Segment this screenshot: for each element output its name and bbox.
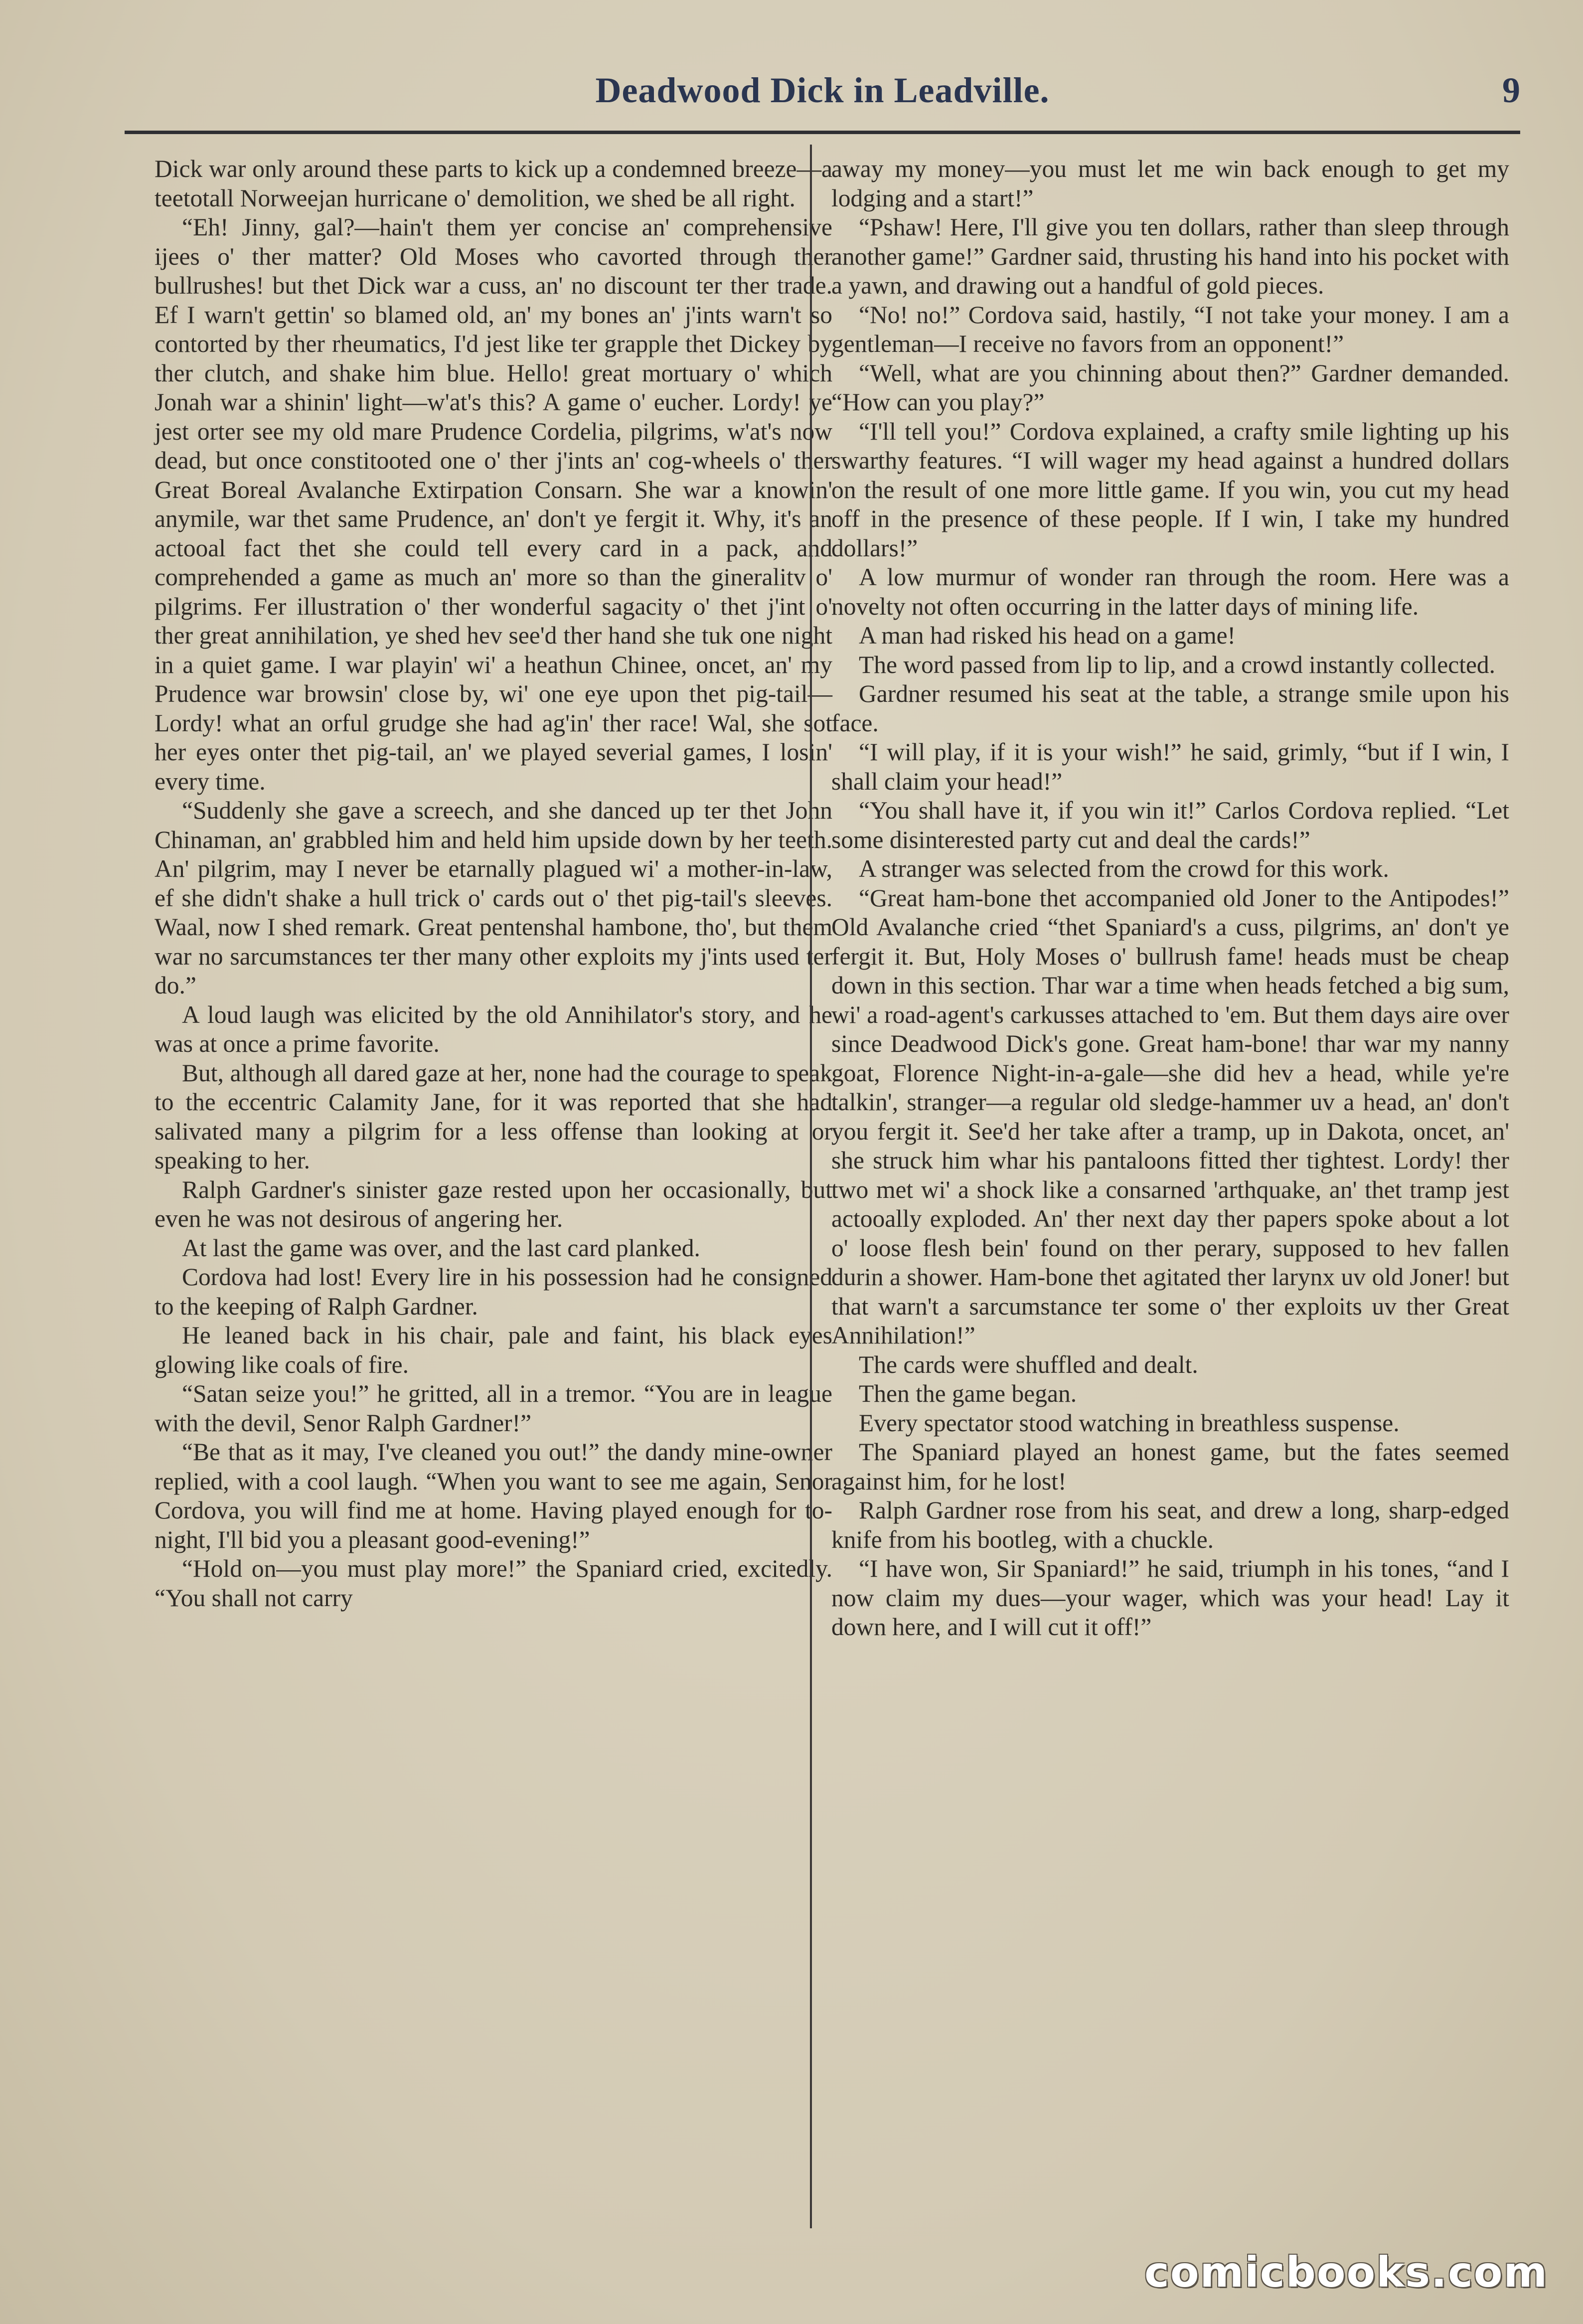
paragraph: Ralph Gardner rose from his seat, and drew a long, sharp-edged knife from his bootleg, with a chuckle. [831, 1496, 1509, 1553]
paragraph: The Spaniard played an honest game, but the fates seemed against him, for he lost! [831, 1438, 1509, 1495]
paragraph: “I will play, if it is your wish!” he said, grimly, “but if I win, I shall claim your head!” [831, 738, 1509, 795]
paragraph: “Suddenly she gave a screech, and she danced up ter thet John Chinaman, an' grabbled him and held him upside down by her teeth. An' pilgrim, may I never be etarnally plagued wi' a mother-in-law, ef she didn't shake a hull trick o' cards out o' thet pig-tail's sleeves. Waal, now I shed remark. Great pentenshal hambone, tho', but them war no sarcumstances ter ther many other exploits my j'ints used ter do.” [155, 797, 832, 999]
column-divider [810, 145, 812, 2228]
paragraph: “Hold on—you must play more!” the Spaniard cried, excitedly. “You shall not carry [155, 1555, 832, 1612]
paragraph: A low murmur of wonder ran through the room. Here was a novelty not often occurring in the latter days of mining life. [831, 563, 1509, 620]
watermark: comicbooks.com [1144, 2248, 1548, 2297]
paragraph: Gardner resumed his seat at the table, a strange smile upon his face. [831, 680, 1509, 737]
header-rule [125, 131, 1520, 134]
paragraph: Cordova had lost! Every lire in his possession had he consigned to the keeping of Ralph Gardner. [155, 1263, 832, 1320]
paragraph: “I have won, Sir Spaniard!” he said, triumph in his tones, “and I now claim my dues—your wager, which was your head! Lay it down here, and I will cut it off!” [831, 1555, 1509, 1641]
paragraph: “Great ham-bone thet accompanied old Joner to the Antipodes!” Old Avalanche cried “thet Spaniard's a cuss, pilgrims, an' don't ye fergit it. But, Holy Moses o' bullrush fame! heads must be cheap down in this section. Thar war a time when heads fetched a big sum, wi' a road-agent's carkusses attached to 'em. But them days aire over since Deadwood Dick's gone. Great ham-bone! thar war my nanny goat, Florence Night-in-a-gale—she did hev a head, while ye're talkin', stranger—a regular old sledge-hammer uv a head, an' don't you fergit it. See'd her take after a tramp, up in Dakota, oncet, an' she struck him whar his pantaloons fitted ther tightest. Lordy! ther two met wi' a shock like a consarned 'arthquake, an' thet tramp jest actooally exploded. An' ther next day ther papers spoke about a lot o' loose flesh bein' found on ther perary, supposed to hev fallen durin a shower. Ham-bone thet agitated ther larynx uv old Joner! but that warn't a sarcumstance ter some o' ther exploits uv ther Great Annihilation!” [831, 884, 1509, 1349]
paragraph: Then the game began. [859, 1380, 1077, 1407]
right-column [831, 155, 1509, 1642]
paragraph: away my money—you must let me win back enough to get my lodging and a start!” [831, 155, 1509, 212]
paragraph: But, although all dared gaze at her, none had the courage to speak to the eccentric Calamity Jane, for it was reported that she had salivated many a pilgrim for a less offense than looking at or speaking to her. [155, 1059, 832, 1174]
paragraph: “Be that as it may, I've cleaned you out!” the dandy mine-owner replied, with a cool laugh. “When you want to see me again, Senor Cordova, you will find me at home. Having played enough for to-night, I'll bid you a pleasant good-evening!” [155, 1438, 832, 1553]
paragraph: He leaned back in his chair, pale and faint, his black eyes glowing like coals of fire. [155, 1322, 832, 1378]
paragraph: “I'll tell you!” Cordova explained, a crafty smile lighting up his swarthy features. “I will wager my head against a hundred dollars on the result of one more little game. If you win, you cut my head off in the presence of these people. If I win, I take my hundred dollars!” [831, 417, 1509, 562]
paragraph: The cards were shuffled and dealt. [859, 1350, 1198, 1378]
paragraph: “You shall have it, if you win it!” Carlos Cordova replied. “Let some disinterested party cut and deal the cards!” [831, 797, 1509, 853]
paragraph: A stranger was selected from the crowd for this work. [859, 855, 1389, 882]
paragraph: Every spectator stood watching in breathless suspense. [859, 1409, 1400, 1437]
paragraph: A man had risked his head on a game! [859, 622, 1236, 649]
paragraph: The word passed from lip to lip, and a crowd instantly collected. [859, 651, 1496, 678]
paragraph: Dick war only around these parts to kick up a condemned breeze—a teetotall Norweejan hurricane o' demolition, we shed be all right. [155, 155, 832, 212]
paragraph: A loud laugh was elicited by the old Annihilator's story, and he was at once a prime favorite. [155, 1000, 832, 1057]
page-header [125, 65, 1520, 120]
paragraph: “Pshaw! Here, I'll give you ten dollars, rather than sleep through another game!” Gardner said, thrusting his hand into his pocket with a yawn, and drawing out a handful of gold pieces. [831, 213, 1509, 299]
paragraph: “No! no!” Cordova said, hastily, “I not take your money. I am a gentleman—I receive no favors from an opponent!” [831, 301, 1509, 357]
paragraph: At last the game was over, and the last card planked. [182, 1234, 700, 1262]
paragraph: “Satan seize you!” he gritted, all in a tremor. “You are in league with the devil, Senor Ralph Gardner!” [155, 1380, 832, 1437]
paragraph: “Eh! Jinny, gal?—hain't them yer concise an' comprehensive ijees o' ther matter? Old Moses who cavorted through ther bullrushes! but thet Dick war a cuss, an' no discount ter ther trade. Ef I warn't gettin' so blamed old, an' my bones an' j'ints warn't so contorted by ther rheumatics, I'd jest like ter grapple thet Dickey by ther clutch, and shake him blue. Hello! great mortuary o' which Jonah war a shinin' light—w'at's this? A game o' eucher. Lordy! ye jest orter see my old mare Prudence Cordelia, pilgrims, w'at's now dead, but once constitooted one o' ther j'ints an' cog-wheels o' ther Great Boreal Avalanche Extirpation Consarn. She war a knowin' anymile, war thet same Prudence, an' don't ye fergit it. Why, it's an actooal fact thet she could tell every card in a pack, and comprehended a game as much an' more so than the gineralitv o' pilgrims. Fer illustration o' ther wonderful sagacity o' thet j'int o' ther great annihilation, ye shed hev see'd ther hand she tuk one night in a quiet game. I war playin' wi' a heathun Chinee, oncet, an' my Prudence war browsin' close by, wi' one eye upon thet pig-tail—Lordy! what an orful grudge she had ag'in' ther race! Wal, she sot her eyes onter thet pig-tail, an' we played severial games, I losin' every time. [155, 213, 832, 795]
running-title: Deadwood Dick in Leadville. [595, 70, 1050, 110]
page-number: 9 [1502, 70, 1520, 110]
left-column [155, 155, 832, 1613]
paragraph: Ralph Gardner's sinister gaze rested upon her occasionally, but even he was not desirous of angering her. [155, 1175, 832, 1232]
paragraph: “Well, what are you chinning about then?” Gardner demanded. “How can you play?” [831, 359, 1509, 416]
